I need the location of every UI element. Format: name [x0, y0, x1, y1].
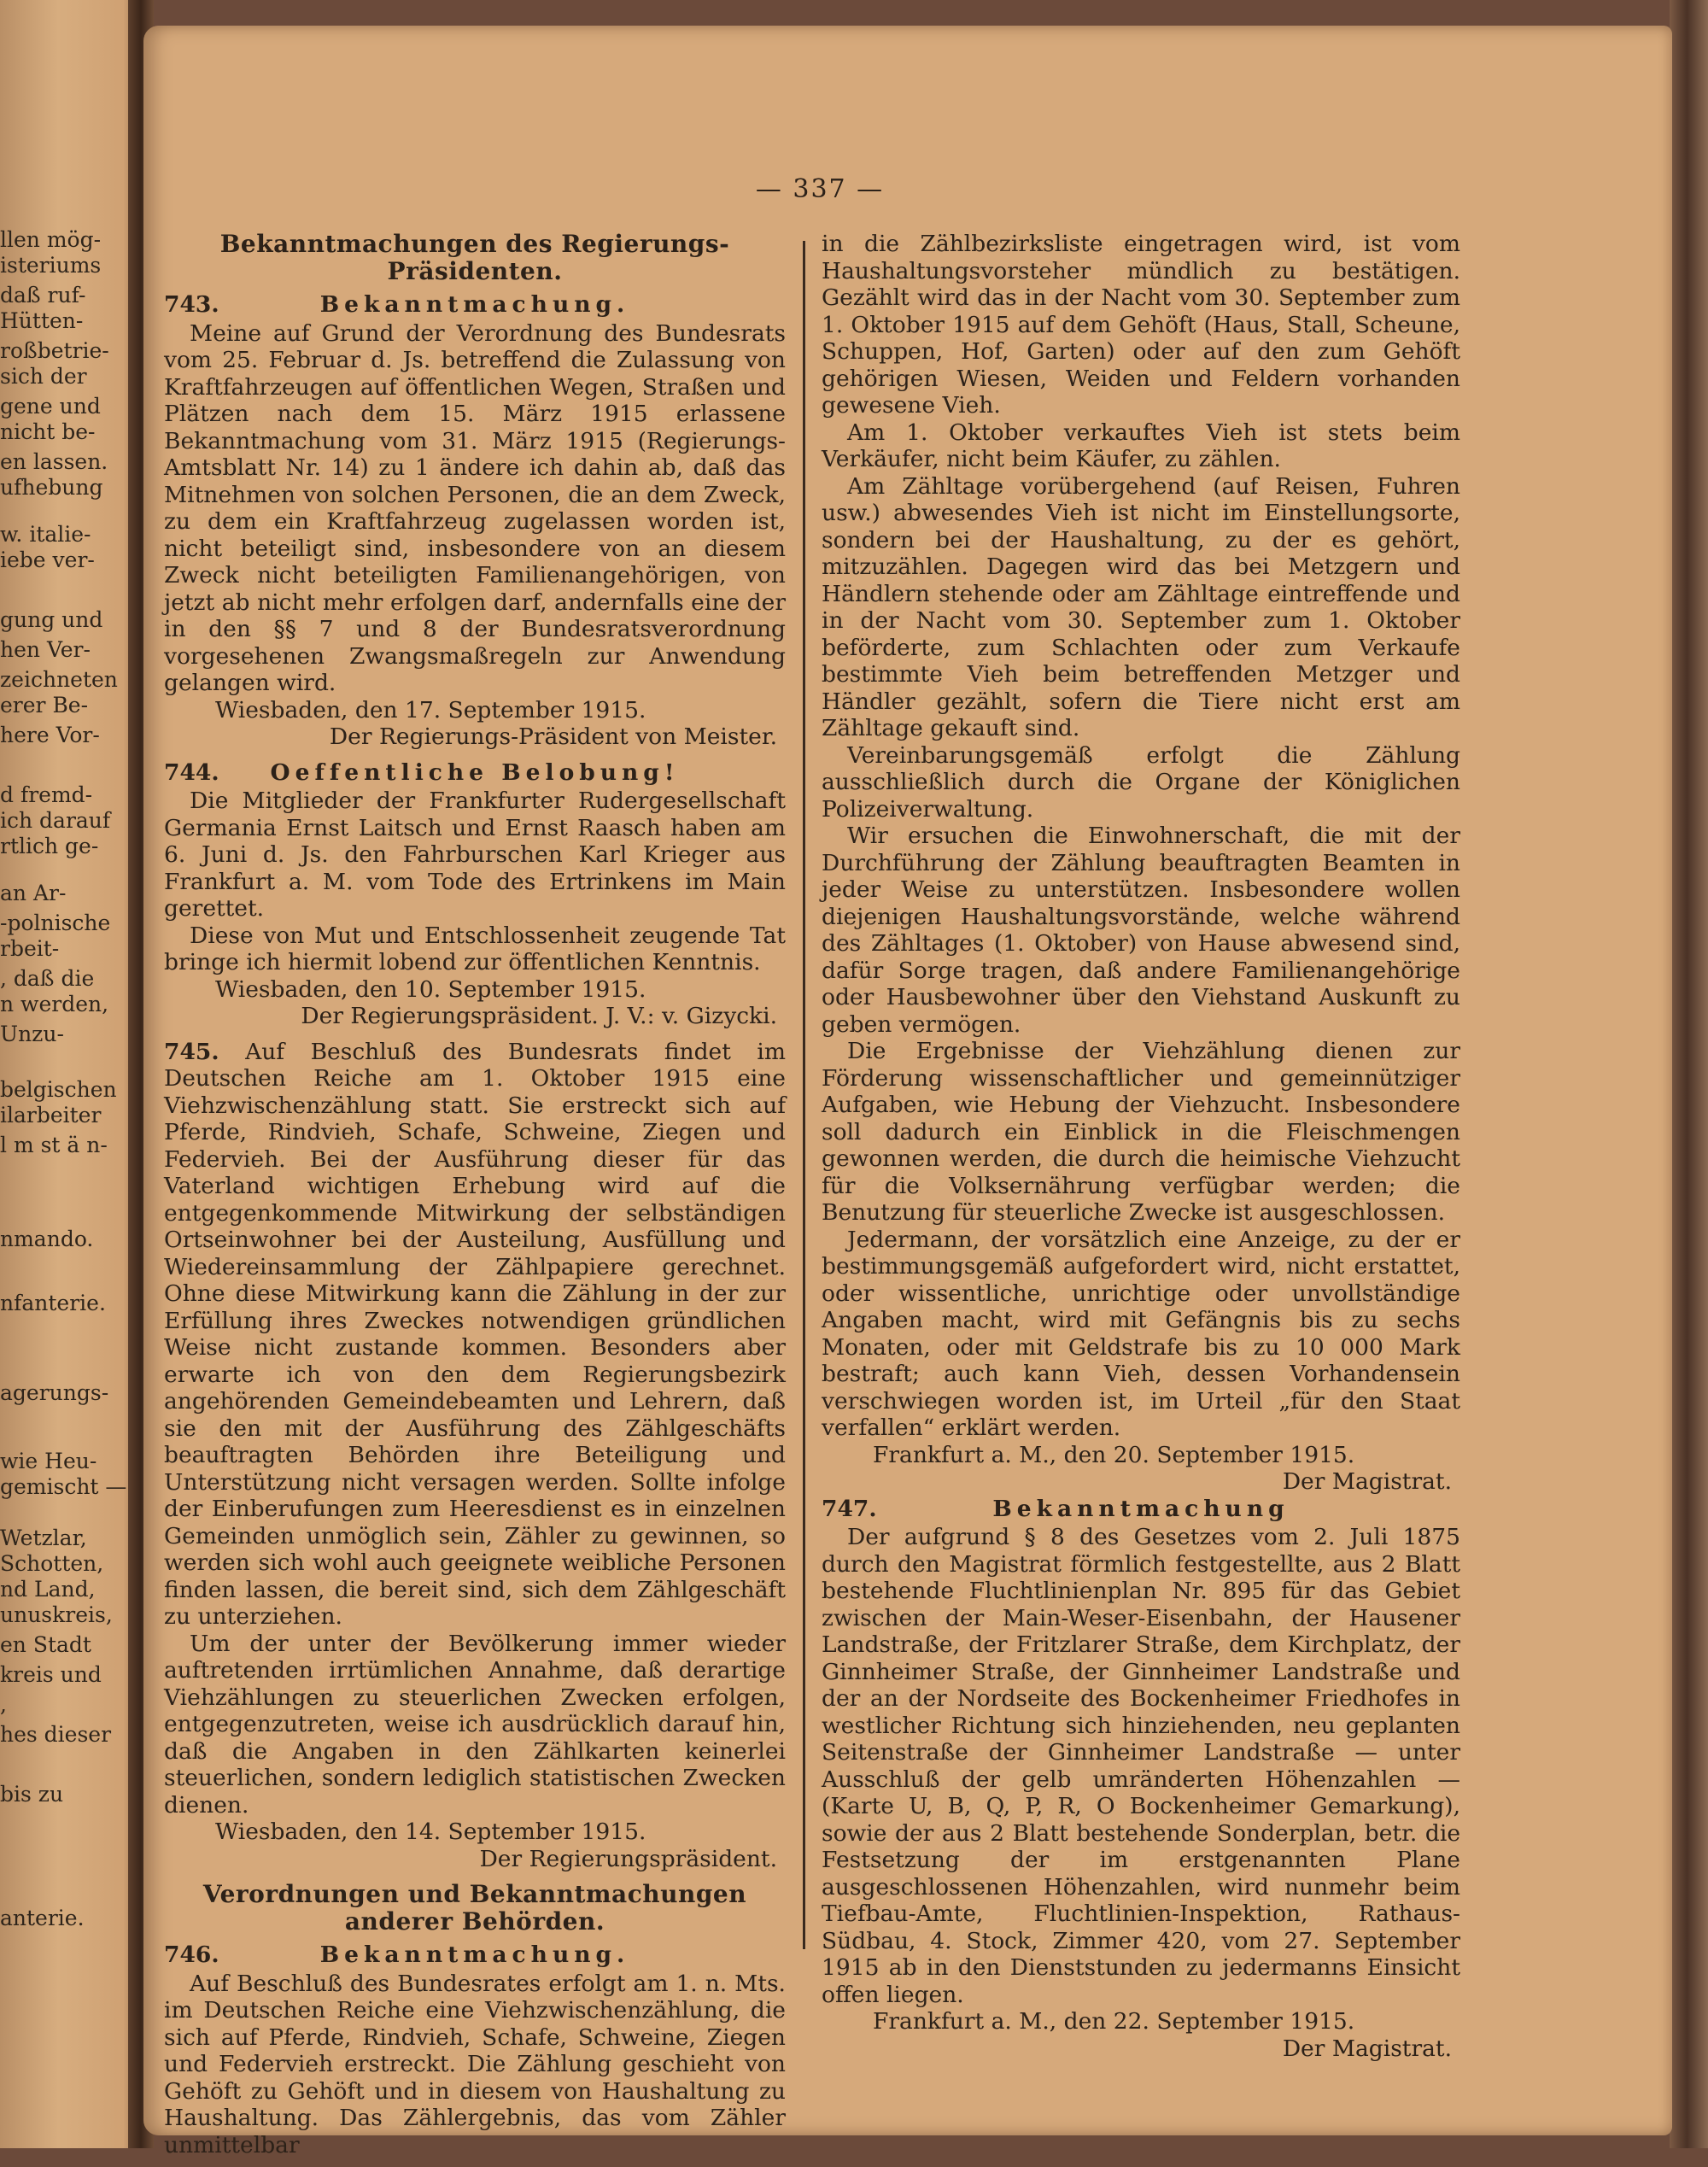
notice-text: Um der unter der Bevölkerung immer wieder auftretenden irrtümlichen Annahme, daß derartige Viehzählungen zu steuerlichen Zwecken erfolgen, entgegenzutreten, weise ich ausdrücklich darauf hin, daß die Angaben in den Zählkarten keinerlei steuerlichen, sondern lediglich statistischen Zwecken dienen. [164, 1630, 786, 1819]
left-page-fragment: roßbetrie- [0, 338, 109, 363]
left-page-fragment: l m st ä n- [0, 1133, 108, 1157]
paragraph: Jedermann, der vorsätzlich eine Anzeige, zu der er bestimmungsgemäß aufgefordert wird, nicht erstattet, oder wissentliche, unrichtige oder unvollständige Angaben macht, wird mit Gefängnis bis zu sechs Monaten, oder mit Geldstrafe bis zu 10 000 Mark bestraft; auch kann Vieh, dessen Vorhandensein verschwiegen worden ist, im Urteil „für den Staat verfallen“ erklärt werden. [822, 1226, 1460, 1441]
notice-746 [164, 1942, 786, 2158]
notice-signature: Der Magistrat. [1282, 2035, 1452, 2062]
left-page-fragment: agerungs- [0, 1380, 109, 1405]
notice-title: Bekanntmachung [992, 1495, 1290, 1522]
left-page-fragment: en Stadt [0, 1632, 91, 1657]
notice-744 [164, 759, 786, 1030]
page-edge [1670, 0, 1708, 2148]
paragraph: Die Ergebnisse der Viehzählung dienen zur Förderung wissenschaftlicher und gemeinnütziger Aufgaben, wie Hebung der Viehzucht. Insbesondere soll dadurch ein Einblick in die Fleischmengen gewonnen werden, die durch die heimische Viehzucht für die Volksernährung verfügbar werden; die Benutzung für steuerliche Zwecke ist ausgeschlossen. [822, 1038, 1460, 1226]
column-rule [803, 241, 805, 1949]
left-page-fragment: anterie. [0, 1906, 85, 1930]
paragraph: Vereinbarungsgemäß erfolgt die Zählung ausschließlich durch die Organe der Königlichen Polizeiverwaltung. [822, 741, 1460, 823]
left-page-fragment: an Ar- [0, 881, 67, 905]
notice-place-date: Wiesbaden, den 14. September 1915. [215, 1819, 646, 1845]
left-page-fragment: w. italie- [0, 522, 91, 547]
notice-signature: Der Magistrat. [1282, 1468, 1452, 1495]
left-page-fragment: bis zu [0, 1782, 64, 1807]
notice-number: 747. [822, 1495, 877, 1522]
left-page-fragment: nicht be- [0, 419, 96, 444]
left-page-fragment: ufhebung [0, 475, 103, 500]
notice-text: Auf Beschluß des Bundesrates erfolgt am 1. n. Mts. im Deutschen Reiche eine Viehzwischenzählung, die sich auf Pferde, Rindvieh, Schafe, Schweine, Ziegen und Federvieh erstreckt. Die Zählung geschieht von Gehöft zu Gehöft und in diesem von Haushaltung zu Haushaltung. Das Zählergebnis, das vom Zähler unmittelbar [164, 1970, 786, 2158]
left-page-fragment: ilarbeiter [0, 1103, 102, 1127]
left-page-fragment: , [0, 1692, 7, 1717]
notice-place-date: Frankfurt a. M., den 22. September 1915. [873, 2008, 1355, 2035]
left-page-fragment: iebe ver- [0, 548, 95, 572]
section-heading: Bekanntmachungen des Regierungs-Präsidenten. [219, 230, 730, 285]
left-page-fragment: gene und [0, 394, 101, 419]
left-page-fragment: gung und [0, 607, 103, 632]
left-page-fragment: llen mög- [0, 227, 102, 252]
left-page-fragment: Wetzlar, [0, 1526, 87, 1550]
section-heading: Verordnungen und Bekanntmachungen anderer Behörden. [202, 1880, 747, 1936]
left-page-fragment: Hütten- [0, 308, 84, 333]
continued-text: in die Zählbezirksliste eingetragen wird, ist vom Haushaltungsvorsteher mündlich zu bestätigen. Gezählt wird das in der Nacht vom 30. September zum 1. Oktober 1915 auf dem Gehöft (Haus, Stall, Scheune, Schuppen, Hof, Garten) oder auf den zum Gehöft gehörigen Wiesen, Weiden und Feldern vorhanden gewesene Vieh. [822, 231, 1460, 419]
notice-signature: Der Regierungs-Präsident von Meister. [329, 723, 777, 750]
notice-title: Oeffentliche Belobung! [270, 758, 680, 786]
notice-place-date: Wiesbaden, den 17. September 1915. [215, 696, 646, 723]
left-page-fragment: ich darauf [0, 808, 111, 833]
left-page-fragment: en lassen. [0, 449, 108, 474]
left-page-fragment: wie Heu- [0, 1449, 97, 1473]
left-facing-page [0, 0, 145, 2148]
paragraph: Am 1. Oktober verkauftes Vieh ist stets beim Verkäufer, nicht beim Käufer, zu zählen. [822, 419, 1460, 472]
left-page-fragment: d fremd- [0, 782, 93, 807]
left-page-fragment: hes dieser [0, 1722, 112, 1747]
paragraph: Am Zähltage vorübergehend (auf Reisen, Fuhren usw.) abwesendes Vieh ist nicht im Einstellungsorte, sondern bei der Haushaltung, zu der es gehört, mitzuzählen. Dagegen wird das bei Metzgern und Händlern stehende oder am Zähltage eintreffende und in der Nacht vom 30. September zum 1. Oktober beförderte, zum Schlachten oder zum Verkaufe bestimmte Vieh beim betreffenden Metzger und Händler gezählt, sofern die Tiere nicht erst am Zähltage gekauft sind. [822, 472, 1460, 741]
left-page-fragment: gemischt — [0, 1474, 127, 1499]
page-number: — 337 — [755, 174, 885, 204]
left-page-fragment: Schotten, [0, 1551, 104, 1576]
notice-text: Auf Beschluß des Bundesrats findet im Deutschen Reiche am 1. Oktober 1915 eine Viehzwischenzählung statt. Sie erstreckt sich auf Pferde, Rindvieh, Schafe, Schweine, Ziegen und Federvieh. Bei der Ausführung dieser für das Vaterland wichtigen Erhebung wird auf die entgegenkommende Mitwirkung der selbständigen Ortseinwohner bei der Austeilung, Ausfüllung und Wiedereinsammlung der Zählpapiere gerechnet. Ohne diese Mitwirkung kann die Zählung in der zur Erfüllung ihres Zweckes notwendigen gründlichen Weise nicht zustande kommen. Besonders aber erwarte ich von den dem Regierungsbezirk angehörenden Gemeindebeamten und Lehrern, daß sie den mit der Ausführung des Zählgeschäfts beauftragten Behörden ihre Beteiligung und Unterstützung nicht versagen werden. Sollte infolge der Einberufungen zum Heeresdienst es in einzelnen Gemeinden unmöglich sein, Zähler zu gewinnen, so werden sich wohl auch geeignete weibliche Personen finden lassen, die bereit sind, sich dem Zählgeschäft zu unterziehen. [164, 1038, 786, 1630]
left-page-fragment: nmando. [0, 1227, 94, 1251]
left-page-fragment: daß ruf- [0, 283, 86, 307]
notice-text: Die Mitglieder der Frankfurter Rudergesellschaft Germania Ernst Laitsch und Ernst Raasch haben am 6. Juni d. Js. den Fahrburschen Karl Krieger aus Frankfurt a. M. vom Tode des Ertrinkens im Main gerettet. [164, 788, 786, 922]
left-page-fragment: isteriums [0, 253, 102, 278]
left-page-fragment: rtlich ge- [0, 834, 99, 858]
notice-number: 744. [164, 758, 219, 786]
right-column [822, 231, 1460, 2070]
notice-number: 743. [164, 291, 219, 318]
notice-text: Diese von Mut und Entschlossenheit zeugende Tat bringe ich hiermit lobend zur öffentlichen Kenntnis. [164, 922, 786, 975]
left-page-fragment: , daß die [0, 966, 95, 991]
notice-signature: Der Regierungspräsident. [479, 1845, 777, 1872]
left-page-fragment: belgischen [0, 1077, 117, 1102]
left-page-fragment: rbeit- [0, 936, 60, 961]
left-column [164, 231, 786, 2167]
left-page-fragment: kreis und [0, 1662, 102, 1687]
notice-title: Bekanntmachung. [319, 291, 630, 318]
left-page-fragment: erer Be- [0, 693, 89, 717]
notice-number: 745. [164, 1038, 219, 1065]
notice-title: Bekanntmachung. [319, 1942, 630, 1968]
paragraph: Wir ersuchen die Einwohnerschaft, die mit der Durchführung der Zählung beauftragten Beamten in jeder Weise zu unterstützen. Insbesondere wollen diejenigen Haushaltungsvorstände, welche während des Zähltages (1. Oktober) von Hause abwesend sind, dafür Sorge tragen, daß andere Familienangehörige oder Hausbewohner über den Viehstand Auskunft zu geben vermögen. [822, 823, 1460, 1038]
notice-747 [822, 1496, 1460, 2063]
notice-745 [164, 1039, 786, 1873]
notice-place-date: Frankfurt a. M., den 20. September 1915. [873, 1441, 1355, 1468]
left-page-fragment: nd Land, [0, 1577, 96, 1602]
left-page-fragment: n werden, [0, 992, 109, 1016]
left-page-fragment: nfanterie. [0, 1291, 106, 1315]
left-page-fragment: sich der [0, 364, 87, 389]
left-page-fragment: hen Ver- [0, 637, 91, 662]
left-page-fragment: here Vor- [0, 723, 100, 747]
left-page-fragment: unuskreis, [0, 1602, 113, 1627]
left-page-fragment: Unzu- [0, 1022, 64, 1046]
notice-743 [164, 291, 786, 751]
notice-signature: Der Regierungspräsident. J. V.: v. Gizycki. [301, 1003, 777, 1029]
left-page-fragment: zeichneten [0, 667, 118, 692]
left-page-fragment: -polnische [0, 911, 111, 935]
notice-text: Der aufgrund § 8 des Gesetzes vom 2. Juli 1875 durch den Magistrat förmlich festgestellte, aus 2 Blatt bestehende Fluchtlinienplan Nr. 895 für das Gebiet zwischen der Main-Weser-Eisenbahn, der Hausener Landstraße, der Fritzlarer Straße, dem Kirchplatz, der Ginnheimer Straße, der Ginnheimer Landstraße und der an der Nordseite des Bockenheimer Friedhofes in westlicher Richtung sich hinziehenden, neu geplanten Seitenstraße der Ginnheimer Landstraße — unter Ausschluß der gelb umränderten Höhenzahlen — (Karte U, B, Q, P, R, O Bockenheimer Gemarkung), sowie der aus 2 Blatt bestehende Sonderplan, betr. die Festsetzung der im erstgenannten Plane ausgeschlossenen Höhenzahlen, wird nunmehr beim Tiefbau-Amte, Fluchtlinien-Inspektion, Rathaus-Südbau, 4. Stock, Zimmer 420, vom 27. September 1915 ab in den Dienststunden zu jedermanns Einsicht offen liegen. [822, 1524, 1460, 2008]
notice-number: 746. [164, 1942, 219, 1968]
notice-text: Meine auf Grund der Verordnung des Bundesrats vom 25. Februar d. Js. betreffend die Zulassung von Kraftfahrzeugen auf öffentlichen Wegen, Straßen und Plätzen nach dem 15. März 1915 erlassene Bekanntmachung vom 31. März 1915 (Regierungs-Amtsblatt Nr. 14) zu 1 ändere ich dahin ab, daß das Mitnehmen von solchen Personen, die an dem Zweck, zu dem ein Kraftfahrzeug zugelassen worden ist, nicht beteiligt sind, insbesondere von an diesem Zweck nicht beteiligten Familienangehörigen, von jetzt ab nicht mehr erfolgen darf, andernfalls eine der in den §§ 7 und 8 der Bundesratsverordnung vorgesehenen Zwangsmaßregeln zur Anwendung gelangen wird. [164, 319, 786, 696]
notice-place-date: Wiesbaden, den 10. September 1915. [215, 975, 646, 1003]
